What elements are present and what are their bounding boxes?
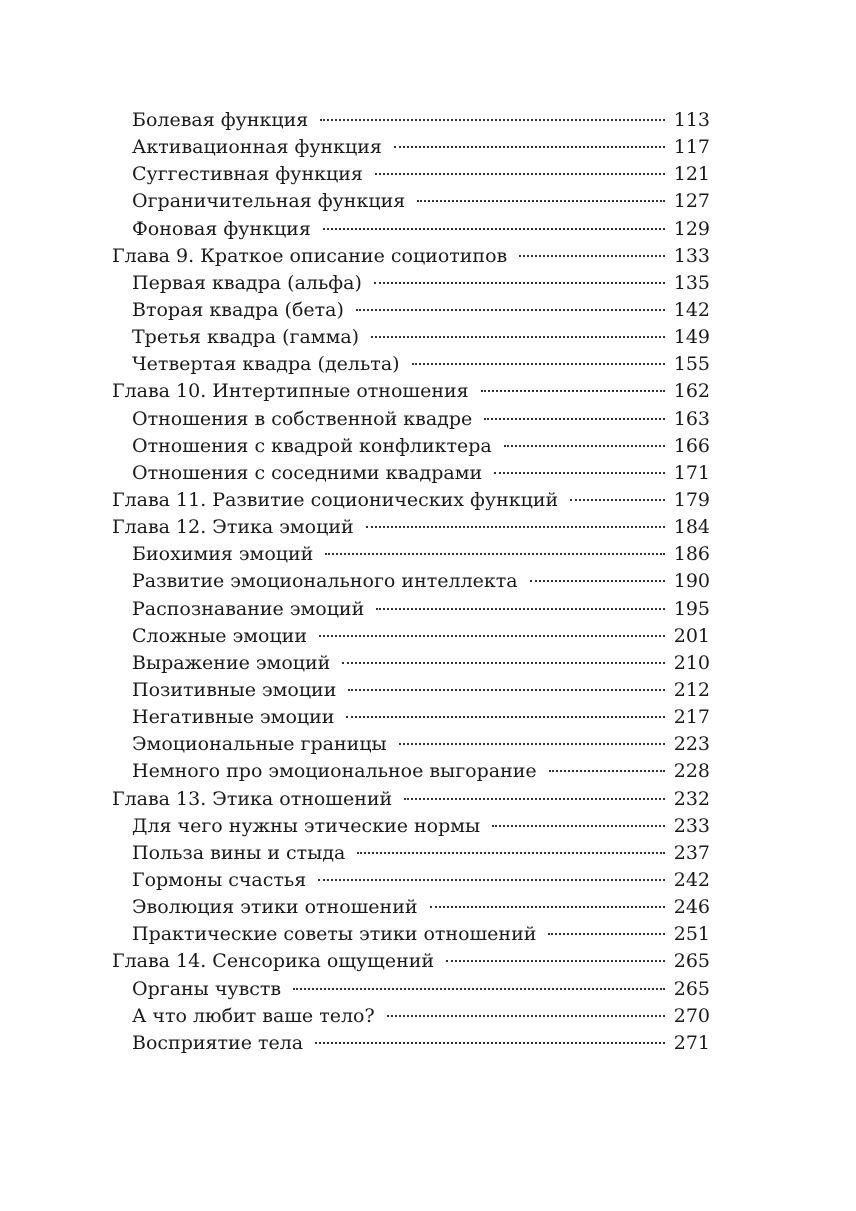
- toc-section-entry: [112, 324, 710, 351]
- toc-entry-title: Восприятие тела: [132, 1031, 304, 1054]
- toc-page-number: 190: [673, 570, 710, 593]
- toc-page-number: 186: [673, 543, 710, 566]
- toc-dot-leader: [376, 608, 664, 610]
- toc-section-entry: [112, 813, 710, 840]
- toc-section-entry: [112, 351, 710, 378]
- toc-dot-leader: [404, 798, 665, 800]
- toc-entry-title: Глава 9. Краткое описание социотипов: [112, 244, 508, 267]
- toc-chapter-entry: [112, 786, 710, 813]
- toc-page-number: 228: [673, 760, 710, 783]
- toc-section-entry: [112, 188, 710, 215]
- toc-page-number: 166: [673, 434, 710, 457]
- toc-section-entry: [112, 704, 710, 731]
- toc-dot-leader: [315, 1042, 665, 1044]
- toc-page-number: 210: [673, 651, 710, 674]
- toc-dot-leader: [323, 228, 665, 230]
- toc-page-number: 184: [673, 516, 710, 539]
- toc-entry-title: Третья квадра (гамма): [132, 326, 360, 349]
- toc-dot-leader: [342, 662, 664, 664]
- toc-dot-leader: [548, 933, 664, 935]
- toc-dot-leader: [481, 390, 665, 392]
- toc-chapter-entry: [112, 487, 710, 514]
- toc-dot-leader: [570, 499, 665, 501]
- toc-entry-title: Глава 12. Этика эмоций: [112, 516, 354, 539]
- toc-dot-leader: [530, 580, 665, 582]
- toc-dot-leader: [387, 1015, 665, 1017]
- toc-entry-title: Отношения с соседними квадрами: [132, 461, 483, 484]
- toc-entry-title: Глава 14. Сенсорика ощущений: [112, 950, 435, 973]
- toc-page-number: 232: [673, 787, 710, 810]
- toc-dot-leader: [504, 445, 665, 447]
- toc-section-entry: [112, 650, 710, 677]
- toc-entry-title: Ограничительная функция: [132, 190, 406, 213]
- toc-dot-leader: [549, 770, 665, 772]
- toc-page-number: 212: [673, 678, 710, 701]
- toc-page-number: 217: [673, 706, 710, 729]
- toc-dot-leader: [399, 743, 665, 745]
- toc-page-number: 265: [673, 950, 710, 973]
- toc-section-entry: [112, 976, 710, 1003]
- toc-page-number: 149: [673, 326, 710, 349]
- toc-entry-title: Суггестивная функция: [132, 163, 363, 186]
- toc-page-number: 201: [673, 624, 710, 647]
- toc-page-number: 113: [673, 109, 710, 131]
- toc-section-entry: [112, 406, 710, 433]
- toc-dot-leader: [430, 906, 665, 908]
- toc-section-entry: [112, 758, 710, 785]
- toc-section-entry: [112, 623, 710, 650]
- toc-page-number: 129: [673, 217, 710, 240]
- toc-section-entry: [112, 1003, 710, 1030]
- toc-entry-title: Четвертая квадра (дельта): [132, 353, 400, 376]
- toc-section-entry: [112, 677, 710, 704]
- toc-dot-leader: [371, 336, 665, 338]
- toc-entry-title: Практические советы этики отношений: [132, 923, 537, 946]
- toc-page-number: 237: [673, 841, 710, 864]
- toc-entry-title: А что любит ваше тело?: [132, 1004, 375, 1027]
- toc-dot-leader: [484, 418, 664, 420]
- toc-entry-title: Болевая функция: [132, 109, 309, 131]
- toc-page-number: 271: [673, 1031, 710, 1054]
- toc-section-entry: [112, 460, 710, 487]
- toc-entry-title: Польза вины и стыда: [132, 841, 346, 864]
- toc-entry-title: Активационная функция: [132, 136, 382, 159]
- toc-page-number: 265: [673, 977, 710, 1000]
- toc-section-entry: [112, 297, 710, 324]
- toc-dot-leader: [348, 689, 664, 691]
- toc-entry-title: Для чего нужны этические нормы: [132, 814, 481, 837]
- toc-page-number: 171: [673, 461, 710, 484]
- toc-page-number: 246: [673, 896, 710, 919]
- toc-section-entry: [112, 216, 710, 243]
- toc-entry-title: Вторая квадра (бета): [132, 298, 344, 321]
- toc-section-entry: [112, 270, 710, 297]
- toc-entry-title: Сложные эмоции: [132, 624, 307, 647]
- toc-section-entry: [112, 867, 710, 894]
- toc-page-number: 179: [673, 488, 710, 511]
- toc-dot-leader: [357, 852, 664, 854]
- toc-dot-leader: [293, 988, 665, 990]
- toc-dot-leader: [412, 363, 665, 365]
- toc-entry-title: Развитие эмоционального интеллекта: [132, 570, 518, 593]
- toc-chapter-entry: [112, 948, 710, 975]
- toc-section-entry: [112, 731, 710, 758]
- toc-dot-leader: [346, 716, 664, 718]
- toc-section-entry: [112, 161, 710, 188]
- toc-dot-leader: [366, 526, 665, 528]
- toc-entry-title: Отношения в собственной квадре: [132, 407, 473, 430]
- toc-page-number: 121: [673, 163, 710, 186]
- toc-entry-title: Негативные эмоции: [132, 706, 335, 729]
- toc-entry-title: Первая квадра (альфа): [132, 271, 362, 294]
- toc-dot-leader: [417, 200, 665, 202]
- toc-section-entry: [112, 840, 710, 867]
- toc-entry-title: Эволюция этики отношений: [132, 896, 418, 919]
- toc-dot-leader: [394, 146, 665, 148]
- toc-entry-title: Позитивные эмоции: [132, 678, 337, 701]
- toc-dot-leader: [374, 282, 665, 284]
- toc-chapter-entry: [112, 514, 710, 541]
- toc-entry-title: Глава 11. Развитие соционических функций: [112, 488, 559, 511]
- toc-dot-leader: [318, 879, 664, 881]
- toc-page-number: 233: [673, 814, 710, 837]
- toc-entry-title: Биохимия эмоций: [132, 543, 314, 566]
- toc-section-entry: [112, 541, 710, 568]
- toc-entry-title: Органы чувств: [132, 977, 282, 1000]
- toc-entry-title: Отношения с квадрой конфликтера: [132, 434, 492, 457]
- toc-section-entry: [112, 107, 710, 134]
- toc-page-number: 163: [673, 407, 710, 430]
- toc-page-number: 162: [673, 380, 710, 403]
- toc-page-number: 195: [673, 597, 710, 620]
- toc-section-entry: [112, 1030, 710, 1057]
- toc-page-number: 133: [673, 244, 710, 267]
- toc-section-entry: [112, 568, 710, 595]
- toc-page-number: 223: [673, 733, 710, 756]
- toc-dot-leader: [494, 472, 665, 474]
- toc-dot-leader: [375, 173, 665, 175]
- toc-dot-leader: [492, 825, 665, 827]
- toc-entry-title: Эмоциональные границы: [132, 733, 387, 756]
- toc-section-entry: [112, 433, 710, 460]
- toc-chapter-entry: [112, 243, 710, 270]
- toc-entry-title: Фоновая функция: [132, 217, 311, 240]
- toc-dot-leader: [446, 960, 665, 962]
- toc-page-number: 251: [673, 923, 710, 946]
- toc-chapter-entry: [112, 378, 710, 405]
- toc-section-entry: [112, 596, 710, 623]
- toc-page-number: 117: [673, 136, 710, 159]
- toc-entry-title: Глава 10. Интертипные отношения: [112, 380, 469, 403]
- toc-dot-leader: [320, 119, 665, 121]
- toc-page-number: 242: [673, 868, 710, 891]
- toc-entry-title: Гормоны счастья: [132, 868, 307, 891]
- toc-dot-leader: [356, 309, 665, 311]
- toc-section-entry: [112, 921, 710, 948]
- toc-section-entry: [112, 894, 710, 921]
- toc-entry-title: Выражение эмоций: [132, 651, 331, 674]
- table-of-contents: [112, 107, 710, 1057]
- toc-dot-leader: [325, 553, 664, 555]
- toc-page-number: 142: [673, 298, 710, 321]
- toc-dot-leader: [319, 635, 665, 637]
- toc-page-number: 135: [673, 271, 710, 294]
- toc-page-number: 270: [673, 1004, 710, 1027]
- toc-entry-title: Распознавание эмоций: [132, 597, 365, 620]
- toc-entry-title: Глава 13. Этика отношений: [112, 787, 393, 810]
- toc-page-number: 155: [673, 353, 710, 376]
- toc-section-entry: [112, 134, 710, 161]
- toc-entry-title: Немного про эмоциональное выгорание: [132, 760, 537, 783]
- toc-dot-leader: [519, 255, 665, 257]
- toc-page-number: 127: [673, 190, 710, 213]
